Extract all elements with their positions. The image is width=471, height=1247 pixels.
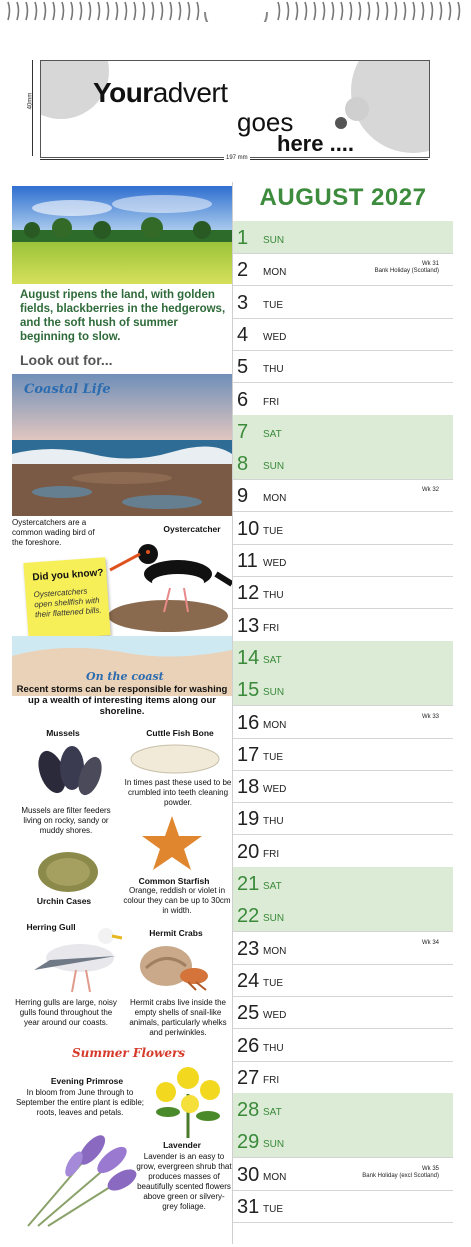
- binding-coil: [179, 2, 181, 20]
- did-you-know-heading: Did you know?: [32, 567, 104, 584]
- day-number: 2: [237, 259, 249, 282]
- binding-coil: [71, 2, 73, 20]
- day-name: THU: [263, 364, 284, 376]
- starfish-label: Common Starfish: [138, 876, 210, 886]
- day-number: 29: [237, 1131, 260, 1154]
- binding-coil: [386, 2, 388, 20]
- day-row: [233, 253, 453, 286]
- day-number: 23: [237, 937, 260, 960]
- day-name: SUN: [263, 913, 285, 925]
- lavender-illustration: [18, 1126, 138, 1230]
- day-number: 10: [237, 517, 260, 540]
- cuttle-fish-bone-text: In times past these used to be crumbled into teeth cleaning powder.: [124, 778, 232, 807]
- did-you-know-note: [23, 557, 110, 641]
- day-name: FRI: [263, 396, 280, 408]
- binding-coil: [395, 2, 397, 20]
- starfish-illustration: [140, 814, 204, 872]
- oystercatcher-text: Oystercatchers are a common wading bird of the foreshore.: [12, 518, 95, 547]
- day-number: 31: [237, 1196, 260, 1218]
- day-row: [233, 1061, 453, 1094]
- binding-coil: [17, 2, 19, 20]
- day-number: 19: [237, 808, 260, 831]
- day-name: TUE: [263, 751, 283, 763]
- day-name: FRI: [263, 848, 280, 860]
- binding-coil: [62, 2, 64, 20]
- feature-column: [12, 186, 232, 1236]
- day-row: [233, 673, 453, 706]
- week-number: Wk 35: [421, 1165, 439, 1172]
- day-number: 3: [237, 291, 249, 314]
- day-number: 8: [237, 453, 249, 476]
- urchin-cases-label: Urchin Cases: [36, 896, 92, 906]
- binding-coil: [422, 2, 424, 20]
- day-number: 11: [237, 550, 258, 572]
- day-number: 9: [237, 485, 249, 508]
- day-row: [233, 770, 453, 803]
- day-name: MON: [263, 945, 287, 957]
- on-the-coast-title: On the coast: [86, 670, 164, 683]
- binding-coil: [296, 2, 298, 20]
- day-row: [233, 286, 453, 319]
- lavender-text: Lavender is an easy to grow, evergreen shrub that produces masses of beautifully scented flowers above green or silvery-grey foliage.: [136, 1152, 232, 1211]
- day-name: SAT: [263, 428, 282, 440]
- advert-headline: Youradvert: [93, 77, 228, 108]
- advert-box: [40, 60, 430, 158]
- day-name: MON: [263, 493, 287, 505]
- advert-line-3: here ....: [277, 131, 355, 156]
- day-row: [233, 1093, 453, 1126]
- binding-coil: [44, 2, 46, 20]
- day-name: SAT: [263, 1107, 282, 1119]
- day-row: [233, 415, 453, 448]
- evening-primrose-label: Evening Primrose: [50, 1076, 124, 1086]
- cuttle-fish-bone-label: Cuttle Fish Bone: [146, 728, 214, 738]
- day-number: 20: [237, 840, 260, 863]
- day-number: 14: [237, 646, 260, 669]
- day-name: SUN: [263, 687, 285, 699]
- binding-coil: [134, 2, 136, 20]
- day-name: SAT: [263, 654, 282, 666]
- binding-coil: [53, 2, 55, 20]
- day-number: 25: [237, 1002, 260, 1025]
- day-name: THU: [263, 590, 284, 602]
- lavender-label: Lavender: [163, 1140, 201, 1150]
- intro-text: August ripens the land, with golden fields, blackberries in the hedgerows, and the soft hush of summer beginning to slow.: [20, 289, 226, 343]
- day-name: FRI: [263, 622, 280, 634]
- cuttle-fish-bone-illustration: [130, 742, 220, 776]
- binding-coil: [98, 2, 100, 20]
- day-row: [233, 576, 453, 609]
- advert-decoration: [41, 61, 429, 157]
- day-name: WED: [263, 558, 287, 569]
- binding-coil: [350, 2, 352, 20]
- evening-primrose-text: In bloom from June through to September the entire plant is edible; roots, leaves and petals.: [15, 1088, 145, 1117]
- day-name: SUN: [263, 1139, 285, 1151]
- day-number: 24: [237, 969, 260, 992]
- day-row: [233, 318, 453, 351]
- binding-coil: [404, 2, 406, 20]
- evening-primrose-illustration: [148, 1064, 228, 1140]
- day-number: 28: [237, 1099, 260, 1122]
- day-number: 30: [237, 1163, 260, 1186]
- week-number: Wk 33: [421, 713, 439, 720]
- day-name: TUE: [263, 977, 283, 989]
- summer-flowers-title: Summer Flowers: [72, 1046, 186, 1060]
- day-row: [233, 641, 453, 674]
- day-number: 27: [237, 1066, 260, 1089]
- binding-coil: [332, 2, 334, 20]
- binding-coil: [287, 2, 289, 20]
- binding-coil: [341, 2, 343, 20]
- binding-coil: [323, 2, 325, 20]
- week-number: Wk 31: [421, 261, 439, 268]
- binding-coil: [152, 2, 154, 20]
- day-note: [422, 714, 439, 721]
- day-row: [233, 1158, 453, 1191]
- day-row: [233, 738, 453, 771]
- day-row: [233, 835, 453, 868]
- day-number: 15: [237, 679, 260, 702]
- binding-coil: [188, 2, 190, 20]
- width-dimension-label: 197 mm: [226, 155, 248, 161]
- herring-gull-label: Herring Gull: [26, 922, 76, 932]
- spiral-binding: [0, 0, 471, 22]
- advert-line-2: goes: [237, 107, 294, 137]
- day-note: [362, 1166, 439, 1180]
- day-name: THU: [263, 816, 284, 828]
- binding-coil: [314, 2, 316, 20]
- binding-coil: [440, 2, 442, 20]
- binding-coil: [377, 2, 379, 20]
- binding-coil: [35, 2, 37, 20]
- day-note: [422, 940, 439, 947]
- day-name: WED: [263, 1010, 287, 1022]
- day-number: 1: [237, 227, 249, 249]
- day-row: [233, 1190, 453, 1223]
- day-number: 22: [237, 905, 260, 928]
- day-row: [233, 802, 453, 835]
- day-row: [233, 706, 453, 739]
- day-name: SAT: [263, 881, 282, 892]
- day-name: FRI: [263, 1074, 280, 1086]
- did-you-know-fact: Oystercatchers open shellfish with their flattened bills.: [33, 586, 102, 620]
- day-name: THU: [263, 1042, 284, 1054]
- day-number: 16: [237, 711, 260, 734]
- day-name: TUE: [263, 299, 283, 311]
- holiday-note: Bank Holiday (excl Scotland): [362, 1172, 439, 1179]
- day-row: [233, 221, 453, 254]
- day-number: 4: [237, 323, 249, 346]
- holiday-note: Bank Holiday (Scotland): [374, 268, 439, 275]
- binding-coil: [26, 2, 28, 20]
- landscape-photo: [12, 186, 232, 284]
- coastal-life-title: Coastal Life: [24, 382, 111, 397]
- binding-coil: [143, 2, 145, 20]
- week-number: Wk 32: [421, 487, 439, 494]
- day-row: [233, 932, 453, 965]
- binding-coil: [458, 2, 460, 20]
- day-number: 6: [237, 388, 249, 411]
- binding-coil: [278, 2, 280, 20]
- day-row: [233, 447, 453, 480]
- binding-coil: [368, 2, 370, 20]
- day-row: [233, 350, 453, 383]
- mussels-illustration: [34, 742, 102, 802]
- day-row: [233, 383, 453, 416]
- hermit-crabs-label: Hermit Crabs: [149, 928, 203, 938]
- day-row: [233, 544, 453, 577]
- calendar-column: [232, 182, 453, 1244]
- herring-gull-illustration: [24, 916, 124, 998]
- day-number: 13: [237, 614, 260, 637]
- day-name: TUE: [263, 525, 283, 537]
- day-name: WED: [263, 331, 287, 343]
- binding-coil: [8, 2, 10, 20]
- oystercatcher-illustration: [108, 526, 232, 636]
- day-number: 18: [237, 776, 260, 799]
- day-row: [233, 1029, 453, 1062]
- mussels-text: Mussels are filter feeders living on rocky, sandy or muddy shores.: [21, 806, 111, 835]
- month-title: AUGUST 2027: [259, 184, 427, 211]
- day-number: 7: [237, 420, 249, 443]
- day-row: [233, 479, 453, 512]
- day-name: SUN: [263, 235, 285, 246]
- day-row: [233, 867, 453, 900]
- look-out-heading: Look out for...: [20, 352, 113, 368]
- binding-coil: [449, 2, 451, 20]
- binding-coil: [116, 2, 118, 20]
- mussels-label: Mussels: [46, 728, 80, 738]
- day-number: 5: [237, 356, 249, 379]
- binding-coil: [413, 2, 415, 20]
- day-name: WED: [263, 784, 287, 796]
- day-number: 21: [237, 873, 260, 895]
- binding-coil: [170, 2, 172, 20]
- binding-coil: [107, 2, 109, 20]
- day-row: [233, 609, 453, 642]
- binding-coil: [80, 2, 82, 20]
- urchin-illustration: [36, 846, 100, 894]
- day-row: [233, 899, 453, 932]
- week-number: Wk 34: [421, 939, 439, 946]
- binding-coil: [305, 2, 307, 20]
- binding-coil: [125, 2, 127, 20]
- day-note: [422, 487, 439, 494]
- day-name: SUN: [263, 461, 285, 473]
- day-number: 17: [237, 743, 260, 766]
- binding-coil: [161, 2, 163, 20]
- day-row: [233, 1125, 453, 1158]
- height-dimension-label: 40mm: [27, 92, 34, 110]
- binding-coil: [359, 2, 361, 20]
- day-row: [233, 512, 453, 545]
- day-name: MON: [263, 719, 287, 731]
- day-number: 26: [237, 1034, 260, 1057]
- binding-coil: [89, 2, 91, 20]
- advert-placeholder: [27, 58, 428, 174]
- day-row: [233, 964, 453, 997]
- oystercatcher-label: Oystercatcher: [163, 524, 221, 534]
- binding-coil: [197, 2, 199, 20]
- day-name: TUE: [263, 1204, 283, 1215]
- hermit-crabs-text: Hermit crabs live inside the empty shells of snail-like animals, particularly whelks and periwinkles.: [129, 998, 227, 1037]
- on-the-coast-text: Recent storms can be responsible for washing up a wealth of interesting items along our shoreline.: [16, 684, 228, 717]
- starfish-text: Orange, reddish or violet in colour they can be up to 30cm in width.: [123, 886, 231, 915]
- day-name: MON: [263, 1171, 287, 1183]
- day-row: [233, 996, 453, 1029]
- day-name: MON: [263, 267, 287, 279]
- day-number: 12: [237, 582, 260, 605]
- binding-coil: [431, 2, 433, 20]
- day-note: [375, 261, 439, 275]
- hermit-crab-illustration: [136, 942, 212, 992]
- herring-gull-text: Herring gulls are large, noisy gulls found throughout the year around our coasts.: [15, 998, 117, 1027]
